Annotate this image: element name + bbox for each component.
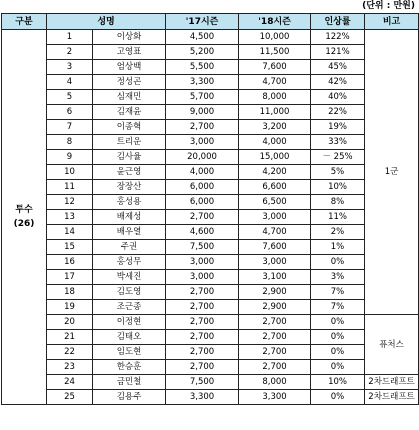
table-row	[2, 285, 419, 300]
salary-2018: 2,700	[239, 345, 311, 360]
group-label-name: 투수	[15, 205, 33, 215]
raise-rate: 33%	[311, 135, 365, 150]
header-season-18: '18시즌	[239, 14, 311, 30]
salary-2017: 4,600	[166, 225, 239, 240]
table-row	[2, 120, 419, 135]
raise-rate: 10%	[311, 180, 365, 195]
raise-rate: 40%	[311, 90, 365, 105]
salary-2018: 3,300	[239, 390, 311, 405]
salary-2017: 2,700	[166, 300, 239, 315]
salary-2018: 15,000	[239, 150, 311, 165]
remark-futures: 퓨처스	[365, 315, 419, 375]
salary-2018: 7,600	[239, 240, 311, 255]
remark-draft: 2차드래프트	[365, 390, 419, 405]
row-number: 11	[47, 180, 93, 195]
table-row	[2, 135, 419, 150]
table-row	[2, 210, 419, 225]
player-name: 심재민	[93, 90, 166, 105]
salary-2017: 5,500	[166, 60, 239, 75]
player-name: 배제성	[93, 210, 166, 225]
player-name: 배우열	[93, 225, 166, 240]
salary-2017: 3,000	[166, 255, 239, 270]
salary-2017: 20,000	[166, 150, 239, 165]
table-row	[2, 60, 419, 75]
raise-rate: 122%	[311, 30, 365, 45]
player-name: 주권	[93, 240, 166, 255]
salary-2017: 2,700	[166, 120, 239, 135]
raise-rate: 10%	[311, 375, 365, 390]
group-label	[2, 30, 47, 405]
table-row	[2, 180, 419, 195]
player-name: 임도현	[93, 345, 166, 360]
row-number: 16	[47, 255, 93, 270]
table-row	[2, 390, 419, 405]
table-row	[2, 90, 419, 105]
table-row	[2, 105, 419, 120]
salary-2018: 7,600	[239, 60, 311, 75]
raise-rate: 0%	[311, 255, 365, 270]
raise-rate: 19%	[311, 120, 365, 135]
table-row	[2, 360, 419, 375]
row-number: 6	[47, 105, 93, 120]
row-number: 5	[47, 90, 93, 105]
raise-rate: 45%	[311, 60, 365, 75]
table-row	[2, 30, 419, 45]
row-number: 13	[47, 210, 93, 225]
player-name: 한승훈	[93, 360, 166, 375]
salary-2017: 2,700	[166, 345, 239, 360]
table-row	[2, 150, 419, 165]
player-name: 김재윤	[93, 105, 166, 120]
salary-2017: 2,700	[166, 285, 239, 300]
header-season-17: '17시즌	[166, 14, 239, 30]
salary-2018: 8,000	[239, 90, 311, 105]
salary-2017: 9,000	[166, 105, 239, 120]
raise-rate: 22%	[311, 105, 365, 120]
salary-2017: 3,000	[166, 270, 239, 285]
player-name: 정성곤	[93, 75, 166, 90]
table-row	[2, 195, 419, 210]
row-number: 20	[47, 315, 93, 330]
table-row	[2, 270, 419, 285]
salary-2017: 3,000	[166, 135, 239, 150]
player-name: 금민철	[93, 375, 166, 390]
raise-rate: 11%	[311, 210, 365, 225]
salary-2017: 2,700	[166, 315, 239, 330]
salary-2017: 5,200	[166, 45, 239, 60]
salary-2017: 3,300	[166, 390, 239, 405]
row-number: 19	[47, 300, 93, 315]
table-row	[2, 75, 419, 90]
raise-rate: － 25%	[311, 150, 365, 165]
raise-rate: 7%	[311, 285, 365, 300]
row-number: 22	[47, 345, 93, 360]
salary-2018: 2,900	[239, 300, 311, 315]
salary-2017: 2,700	[166, 330, 239, 345]
salary-2018: 4,700	[239, 75, 311, 90]
row-number: 24	[47, 375, 93, 390]
row-number: 14	[47, 225, 93, 240]
row-number: 15	[47, 240, 93, 255]
row-number: 7	[47, 120, 93, 135]
player-name: 트리운	[93, 135, 166, 150]
salary-2017: 2,700	[166, 210, 239, 225]
salary-2018: 4,200	[239, 165, 311, 180]
salary-2018: 6,600	[239, 180, 311, 195]
table-row	[2, 330, 419, 345]
table-row	[2, 225, 419, 240]
player-name: 김태오	[93, 330, 166, 345]
row-number: 12	[47, 195, 93, 210]
player-name: 윤근영	[93, 165, 166, 180]
salary-2018: 2,900	[239, 285, 311, 300]
table-row	[2, 255, 419, 270]
player-name: 박세진	[93, 270, 166, 285]
player-name: 이정현	[93, 315, 166, 330]
salary-2018: 3,000	[239, 255, 311, 270]
table-row	[2, 240, 419, 255]
table-row	[2, 375, 419, 390]
salary-2017: 6,000	[166, 180, 239, 195]
salary-2018: 4,700	[239, 225, 311, 240]
header-remarks: 비고	[365, 14, 419, 30]
table-row	[2, 315, 419, 330]
player-name: 고영표	[93, 45, 166, 60]
row-number: 4	[47, 75, 93, 90]
salary-2018: 2,700	[239, 330, 311, 345]
salary-2017: 4,500	[166, 30, 239, 45]
raise-rate: 0%	[311, 345, 365, 360]
raise-rate: 2%	[311, 225, 365, 240]
row-number: 9	[47, 150, 93, 165]
raise-rate: 0%	[311, 330, 365, 345]
table-row	[2, 45, 419, 60]
table-row	[2, 345, 419, 360]
group-label-count: (26)	[13, 219, 35, 229]
salary-2018: 3,200	[239, 120, 311, 135]
raise-rate: 8%	[311, 195, 365, 210]
row-number: 3	[47, 60, 93, 75]
salary-2017: 6,000	[166, 195, 239, 210]
raise-rate: 42%	[311, 75, 365, 90]
row-number: 18	[47, 285, 93, 300]
table-row	[2, 165, 419, 180]
player-name: 이종혁	[93, 120, 166, 135]
salary-2017: 2,700	[166, 360, 239, 375]
salary-2018: 3,000	[239, 210, 311, 225]
raise-rate: 121%	[311, 45, 365, 60]
raise-rate: 7%	[311, 300, 365, 315]
player-name: 이상화	[93, 30, 166, 45]
player-name: 홍성무	[93, 255, 166, 270]
raise-rate: 0%	[311, 390, 365, 405]
row-number: 17	[47, 270, 93, 285]
salary-2018: 10,000	[239, 30, 311, 45]
salary-2018: 2,700	[239, 360, 311, 375]
player-name: 김도영	[93, 285, 166, 300]
header-raise-rate: 인상률	[311, 14, 365, 30]
row-number: 23	[47, 360, 93, 375]
row-number: 10	[47, 165, 93, 180]
header-category: 구분	[2, 14, 47, 30]
salary-2018: 3,100	[239, 270, 311, 285]
header-name: 성명	[47, 14, 166, 30]
salary-2017: 4,000	[166, 165, 239, 180]
salary-2018: 2,700	[239, 315, 311, 330]
raise-rate: 0%	[311, 315, 365, 330]
salary-2017: 7,500	[166, 375, 239, 390]
salary-table	[1, 13, 419, 405]
raise-rate: 1%	[311, 240, 365, 255]
salary-2018: 11,500	[239, 45, 311, 60]
player-name: 엄상백	[93, 60, 166, 75]
salary-2017: 5,700	[166, 90, 239, 105]
raise-rate: 3%	[311, 270, 365, 285]
salary-2018: 4,000	[239, 135, 311, 150]
row-number: 25	[47, 390, 93, 405]
salary-2018: 11,000	[239, 105, 311, 120]
remark-first-team: 1군	[365, 30, 419, 315]
player-name: 조근종	[93, 300, 166, 315]
player-name: 장장산	[93, 180, 166, 195]
salary-2017: 3,300	[166, 75, 239, 90]
row-number: 8	[47, 135, 93, 150]
player-name: 김용주	[93, 390, 166, 405]
row-number: 1	[47, 30, 93, 45]
row-number: 21	[47, 330, 93, 345]
player-name: 홍성용	[93, 195, 166, 210]
salary-2018: 6,500	[239, 195, 311, 210]
remark-draft: 2차드래프트	[365, 375, 419, 390]
salary-2017: 7,500	[166, 240, 239, 255]
header-row	[2, 14, 419, 30]
table-row	[2, 300, 419, 315]
row-number: 2	[47, 45, 93, 60]
raise-rate: 0%	[311, 360, 365, 375]
salary-2018: 8,000	[239, 375, 311, 390]
raise-rate: 5%	[311, 165, 365, 180]
player-name: 김사율	[93, 150, 166, 165]
unit-note: (단위 : 만원)	[362, 1, 415, 11]
